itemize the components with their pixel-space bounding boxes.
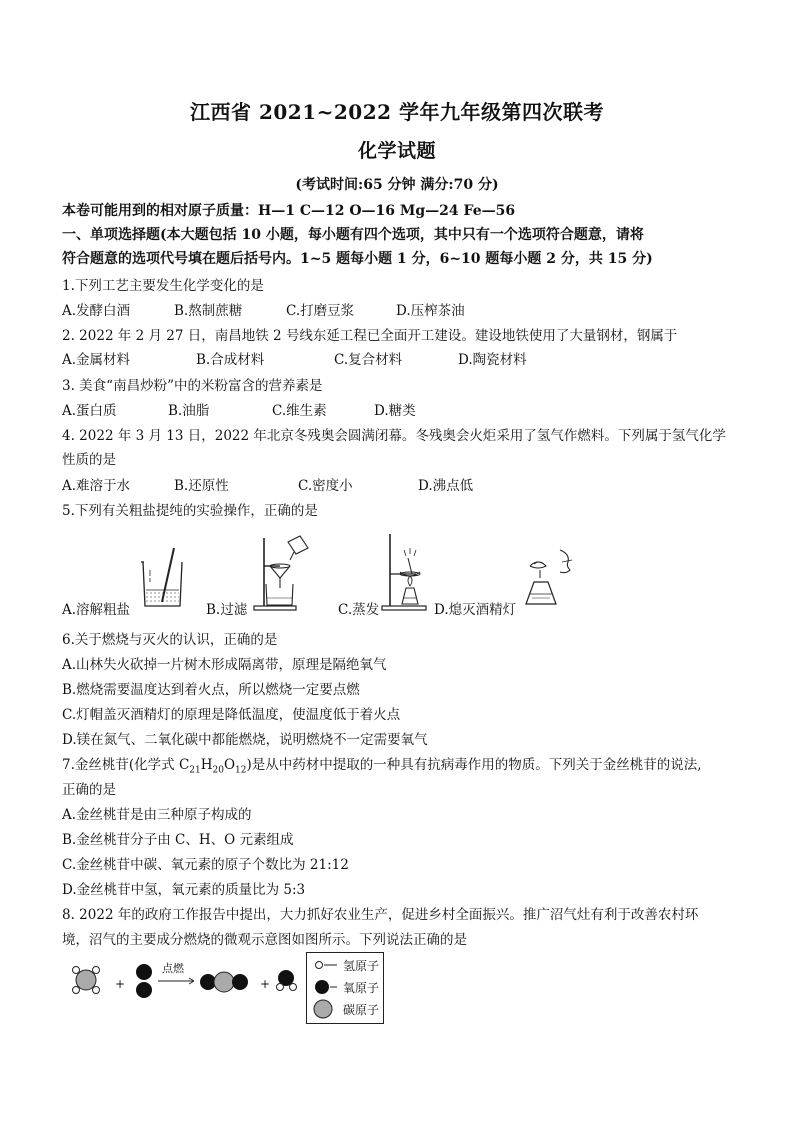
q4-option-c: C.密度小 <box>298 478 353 494</box>
q7-stem-post: )是从中药材中提取的一种具有抗病毒作用的物质。下列关于金丝桃苷的说法, <box>246 757 702 773</box>
plus-sign-2: + <box>260 977 271 991</box>
q7-sub-c: 21 <box>189 765 201 776</box>
q3-option-a: A.蛋白质 <box>62 403 117 419</box>
q1-option-a: A.发酵白酒 <box>62 303 131 319</box>
q3-stem: 3. 美食“南昌炒粉”中的米粉富含的营养素是 <box>62 378 323 394</box>
section1-heading-line1: 一、单项选择题(本大题包括 10 小题，每小题有四个选项，其中只有一个选项符合题意，请将 <box>62 227 644 243</box>
q2-option-c: C.复合材料 <box>334 352 403 368</box>
legend-hydrogen: 氢原子 <box>343 959 380 973</box>
q1-stem: 1.下列工艺主要发生化学变化的是 <box>62 278 264 294</box>
q1-option-b: B.熬制蔗糖 <box>174 303 243 319</box>
q6-stem: 6.关于燃烧与灭火的认识，正确的是 <box>62 632 278 648</box>
q2-option-b: B.合成材料 <box>196 352 265 368</box>
exam-info: (考试时间:65 分钟 满分:70 分) <box>295 177 499 193</box>
q6-option-a: A.山林失火砍掉一片树木形成隔离带，原理是隔绝氧气 <box>62 657 387 673</box>
q5-stem: 5.下列有关粗盐提纯的实验操作，正确的是 <box>62 503 318 519</box>
q2-option-d: D.陶瓷材料 <box>458 352 527 368</box>
q1-option-d: D.压榨茶油 <box>396 303 465 319</box>
q5-option-a: A.溶解粗盐 <box>62 602 131 618</box>
q7-option-c: C.金丝桃苷中碳、氧元素的原子个数比为 21:12 <box>62 857 349 873</box>
subject-title: 化学试题 <box>357 140 436 162</box>
q3-option-c: C.维生素 <box>272 403 327 419</box>
legend-carbon: 碳原子 <box>343 1003 380 1017</box>
q4-options <box>62 474 742 492</box>
water-molecule <box>277 970 297 991</box>
q1-options <box>62 299 742 317</box>
q4-stem-line1: 4. 2022 年 3 月 13 日，2022 年北京冬残奥会圆满闭幕。冬残奥会火炬采用了氢气作燃料。下列属于氢气化学 <box>62 428 726 444</box>
q7-h: H <box>200 757 213 773</box>
q6-option-d: D.镁在氮气、二氧化碳中都能燃烧，说明燃烧不一定需要氧气 <box>62 732 428 748</box>
q2-options <box>62 348 742 366</box>
q7-sub-o: 12 <box>235 765 247 776</box>
q4-option-a: A.难溶于水 <box>62 478 131 494</box>
section1-heading-line2: 符合题意的选项代号填在题后括号内。1~5 题每小题 1 分，6~10 题每小题 2 分，共 15 分) <box>62 251 653 267</box>
q7-o: O <box>223 757 236 773</box>
q3-option-b: B.油脂 <box>168 403 210 419</box>
atomic-masses: 本卷可能用到的相对原子质量：H—1 C—12 O—16 Mg—24 Fe—56 <box>62 203 516 219</box>
q5-option-d: D.熄灭酒精灯 <box>434 602 517 618</box>
q4-stem-line2: 性质的是 <box>62 452 116 468</box>
legend-symbols <box>313 957 339 1019</box>
carbon-dioxide-molecule <box>200 972 248 992</box>
q2-option-a: A.金属材料 <box>62 352 131 368</box>
plus-sign-1: + <box>115 977 126 991</box>
atom-legend <box>306 952 384 1024</box>
q2-stem: 2. 2022 年 2 月 27 日，南昌地铁 2 号线东延工程已全面开工建设。建设地铁使用了大量钢材，钢属于 <box>62 328 678 344</box>
q4-option-d: D.沸点低 <box>418 478 474 494</box>
q8-stem-line1: 8. 2022 年的政府工作报告中提出，大力抓好农业生产，促进乡村全面振兴。推广沼气灶有利于改善农村环 <box>62 907 699 923</box>
q7-stem-line2: 正确的是 <box>62 782 116 798</box>
q4-option-b: B.还原性 <box>174 478 229 494</box>
q5-options <box>62 598 742 616</box>
q7-option-d: D.金丝桃苷中氢，氧元素的质量比为 5:3 <box>62 882 306 898</box>
q1-option-c: C.打磨豆浆 <box>286 303 355 319</box>
q7-stem <box>62 753 702 776</box>
q8-stem-line2: 境，沼气的主要成分燃烧的微观示意图如图所示。下列说法正确的是 <box>62 932 467 948</box>
q7-stem-pre: 7.金丝桃苷(化学式 C <box>62 757 190 773</box>
q7-option-a: A.金丝桃苷是由三种原子构成的 <box>62 807 252 823</box>
q6-option-b: B.燃烧需要温度达到着火点，所以燃烧一定要点燃 <box>62 682 360 698</box>
legend-oxygen-icon <box>315 980 329 994</box>
q3-option-d: D.糖类 <box>374 403 416 419</box>
legend-oxygen: 氧原子 <box>343 981 380 995</box>
q3-options <box>62 399 742 417</box>
q7-option-b: B.金丝桃苷分子由 C、H、O 元素组成 <box>62 832 294 848</box>
reaction-condition: 点燃 <box>162 962 184 975</box>
q5-option-b: B.过滤 <box>206 602 248 618</box>
exam-title: 江西省 2021~2022 学年九年级第四次联考 <box>189 100 604 124</box>
q6-option-c: C.灯帽盖灭酒精灯的原理是降低温度，使温度低于着火点 <box>62 707 401 723</box>
methane-molecule <box>73 967 100 994</box>
oxygen-molecule <box>136 964 152 998</box>
q5-option-c: C.蒸发 <box>338 602 380 618</box>
q7-sub-h: 20 <box>212 765 224 776</box>
